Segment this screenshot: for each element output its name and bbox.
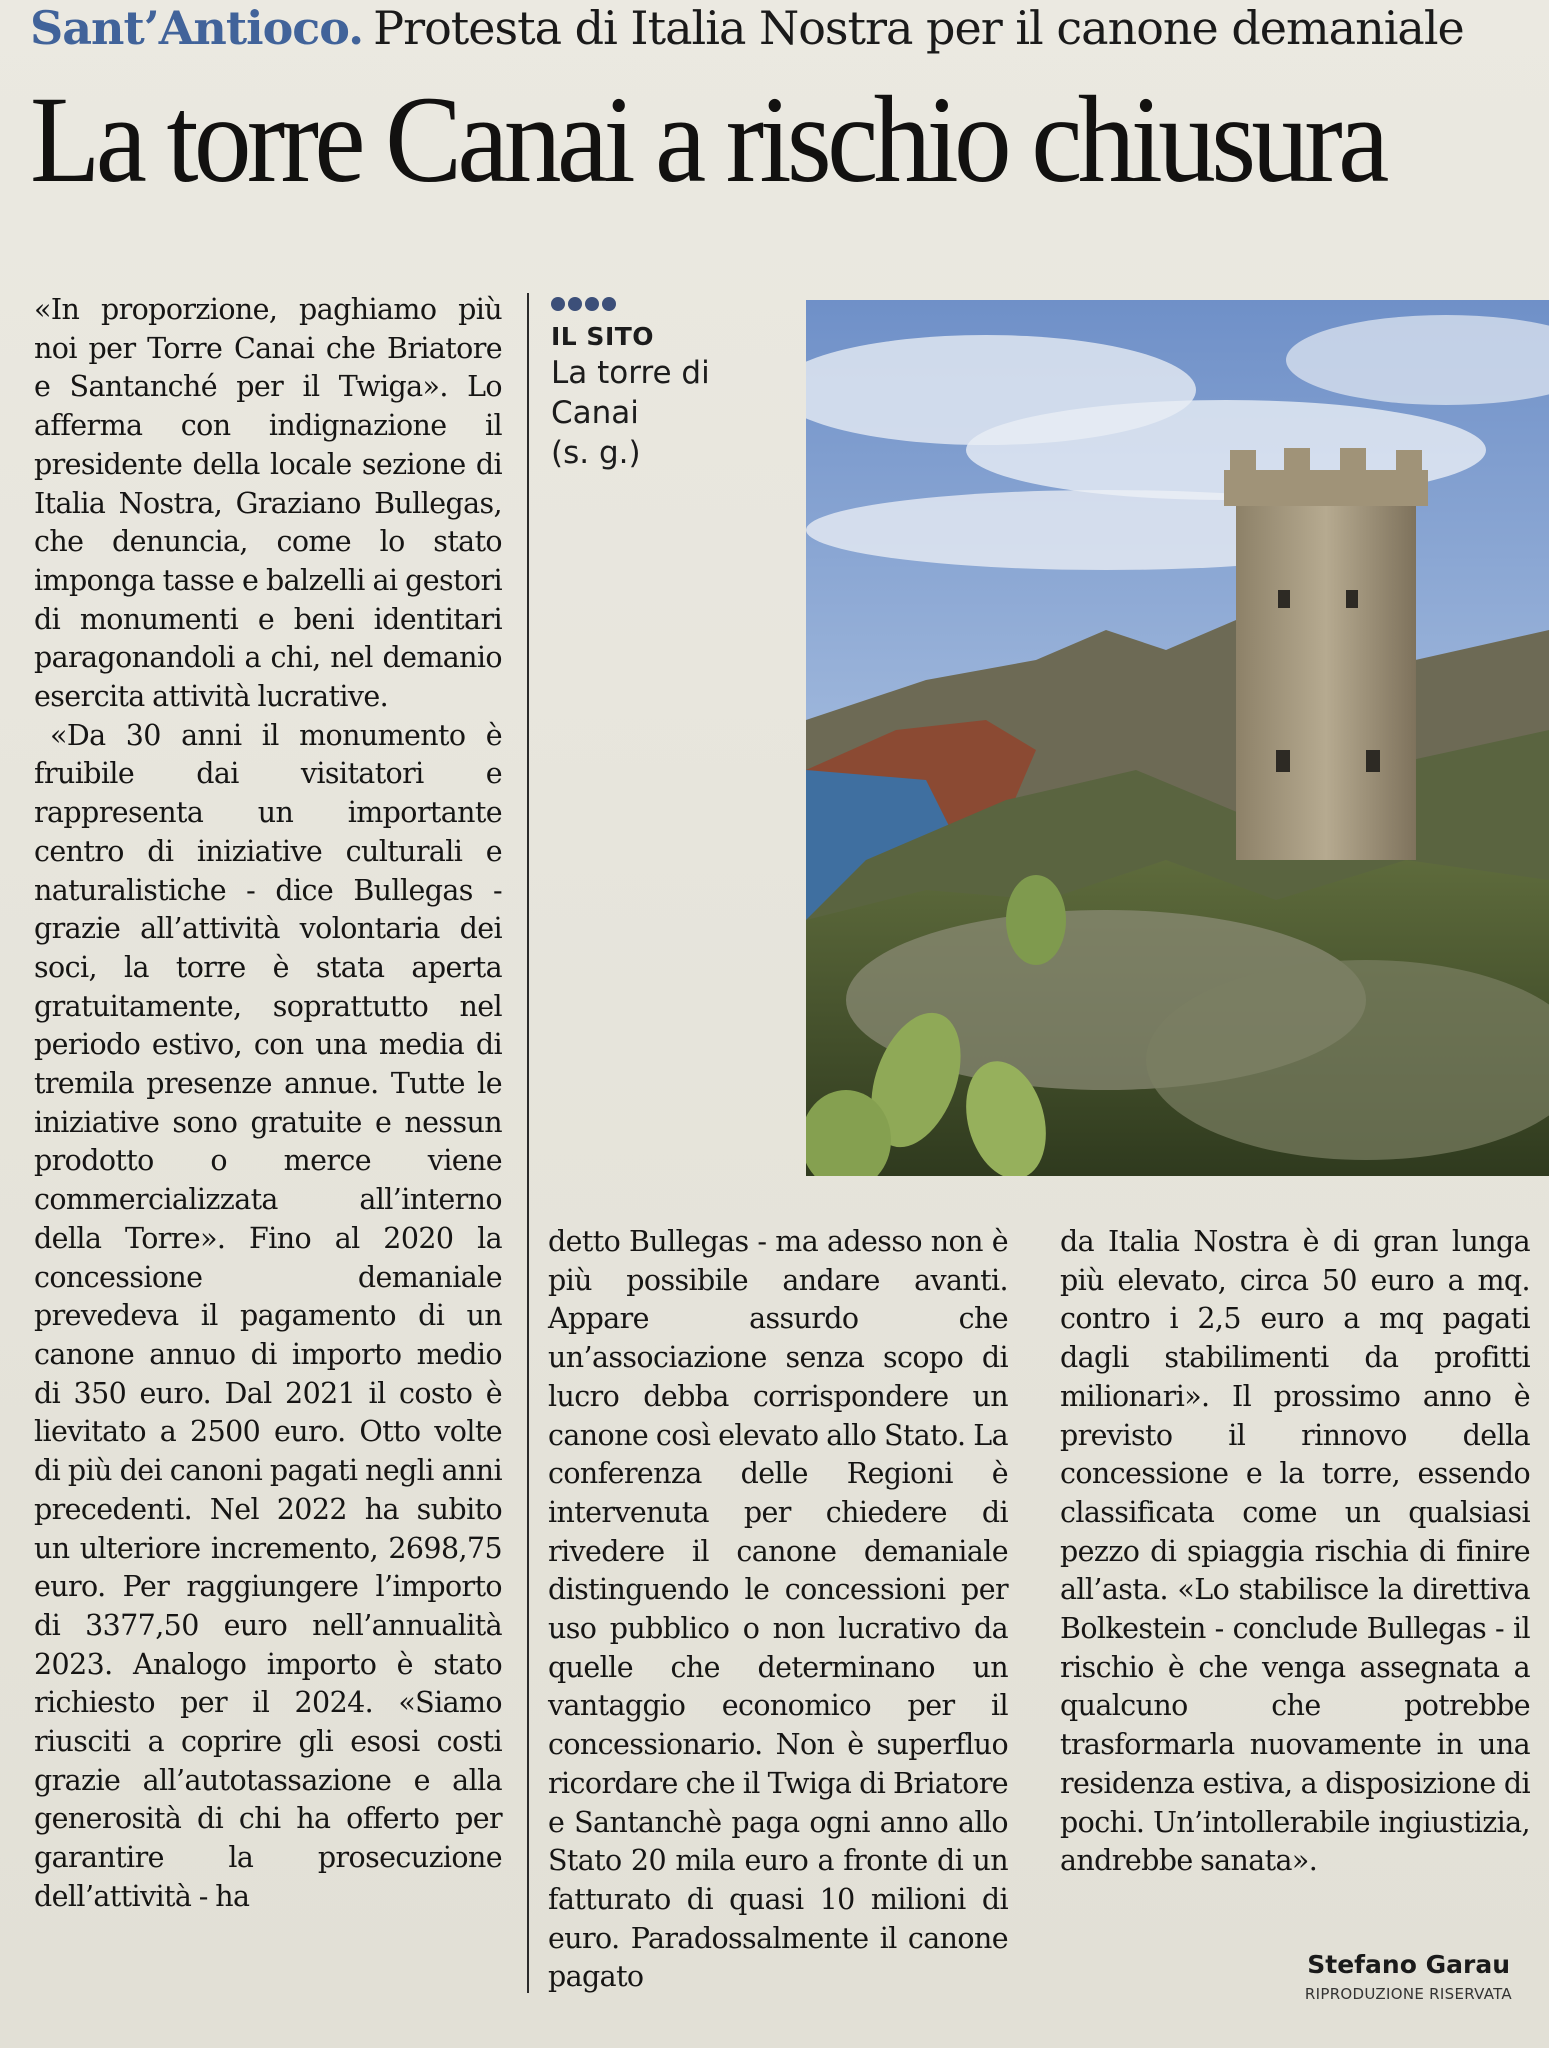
tower-photo-image <box>806 300 1549 1176</box>
column-divider <box>527 293 529 1993</box>
cactus-pad <box>1006 875 1066 965</box>
tower-merlon <box>1340 448 1366 472</box>
tower-crown <box>1224 470 1428 506</box>
tower-window <box>1346 590 1358 608</box>
article-column-2 <box>548 1223 1008 1997</box>
article-column-3 <box>1060 1223 1530 1881</box>
article-paragraph: detto Bullegas - ma adesso non è più possibile andare avanti. Appare assurdo che un’associazione senza scopo di lucro debba corrispondere un canone così elevato allo Stato. La conferenza delle Regioni è intervenuta per chiedere di rivedere il canone demaniale distinguendo le concessioni per uso pubblico o non lucrativo da quelle che determinano un vantaggio economico per il concessionario. Non è superfluo ricordare che il Twiga di Briatore e Santanchè paga ogni anno allo Stato 20 mila euro a fronte di un fatturato di quasi 10 milioni di euro. Paradossalmente il canone pagato <box>548 1225 1008 1994</box>
article-column-1 <box>34 291 502 1917</box>
tower-window <box>1276 750 1290 772</box>
article-paragraph: «In proporzione, paghiamo più noi per Torre Canai che Briatore e Santanché per il Twiga». Lo afferma con indignazione il presidente della locale sezione di Italia Nostra, Graziano Bullegas, che denuncia, come lo stato imponga tasse e balzelli ai gestori di monumenti e beni identitari paragonandoli a chi, nel demanio esercita attività lucrative. <box>34 293 502 714</box>
bullet-dot <box>568 297 582 311</box>
tower-photo <box>806 300 1549 1176</box>
tower <box>1236 490 1416 860</box>
caption-text: La torre di Canai (s. g.) <box>551 355 710 471</box>
tower-window <box>1278 590 1290 608</box>
bullet-dot <box>602 297 616 311</box>
kicker-subtitle: Protesta di Italia Nostra per il canone demaniale <box>373 1 1464 55</box>
tower-merlon <box>1230 450 1256 474</box>
author-byline: Stefano Garau <box>1307 1950 1510 1979</box>
tower-merlon <box>1284 448 1310 472</box>
tower-merlon <box>1396 450 1422 474</box>
photo-caption <box>551 297 781 473</box>
tower-window <box>1366 750 1380 772</box>
bullet-dot <box>585 297 599 311</box>
caption-dots <box>551 297 781 311</box>
headline: La torre Canai a rischio chiusura <box>30 71 1385 208</box>
kicker-line <box>30 0 1549 60</box>
bullet-dot <box>551 297 565 311</box>
article-paragraph: «Da 30 anni il monumento è fruibile dai visitatori e rappresenta un importante centro di iniziative culturali e naturalistiche - dice Bullegas - grazie all’attività volontaria dei soci, la torre è stata aperta gratuitamente, soprattutto nel periodo estivo, con una media di tremila presenze annue. Tutte le iniziative sono gratuite e nessun prodotto o merce viene commercializzata all’interno della Torre». Fino al 2020 la concessione demaniale prevedeva il pagamento di un canone annuo di importo medio di 350 euro. Dal 2021 il costo è lievitato a 2500 euro. Otto volte di più dei canoni pagati negli anni precedenti. Nel 2022 ha subito un ulteriore incremento, 2698,75 euro. Per raggiungere l’importo di 3377,50 euro nell’annualità 2023. Analogo importo è stato richiesto per il 2024. «Siamo riusciti a coprire gli esosi costi grazie all’autotassazione e alla generosità di chi ha offerto per garantire la prosecuzione dell’attività - ha <box>34 718 502 1913</box>
caption-label: IL SITO <box>551 322 655 351</box>
article-paragraph: da Italia Nostra è di gran lunga più elevato, circa 50 euro a mq. contro i 2,5 euro a mq pagati dagli stabilimenti da profitti milionari». Il prossimo anno è previsto il rinnovo della concessione e la torre, essendo classificata come un qualsiasi pezzo di spiaggia rischia di finire all’asta. «Lo stabilisce la direttiva Bolkestein - conclude Bullegas - il rischio è che venga assegnata a qualcuno che potrebbe trasformarla nuovamente in una residenza estiva, a disposizione di pochi. Un’intollerabile ingiustizia, andrebbe sanata». <box>1060 1225 1530 1878</box>
kicker-place: Sant’Antioco. <box>30 1 364 55</box>
rights-notice: RIPRODUZIONE RISERVATA <box>1304 1985 1512 2003</box>
